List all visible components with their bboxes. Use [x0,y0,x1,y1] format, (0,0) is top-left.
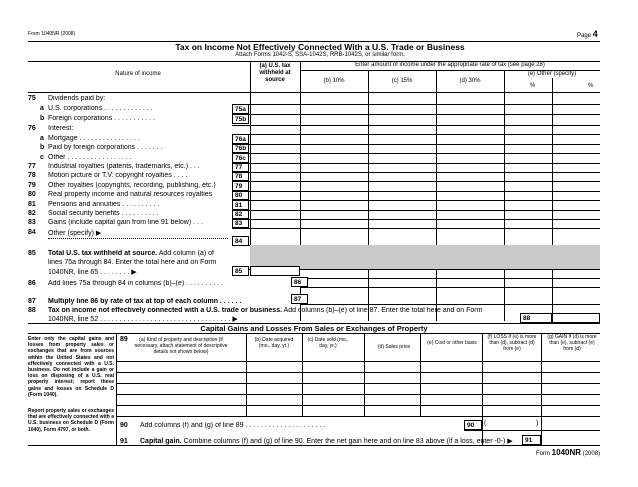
footer-form [536,448,600,457]
box-87: 87 [291,294,308,304]
page-label [577,31,598,40]
box-77: 77 [232,162,249,172]
line-84-num: 84 [28,229,36,236]
form-id: Form 1040NR (2008) [28,31,76,37]
box-79: 79 [232,181,249,191]
shaded-cells [250,245,600,269]
box-78: 78 [232,171,249,181]
line-86-num: 86 [28,280,36,287]
line-text: Pensions and annuities . . . . . . . . . . [48,201,160,208]
line-text: Other (specify) ▶ [48,230,102,237]
line-sub-label: b [40,115,45,122]
col-a-header: (a) Kind of property and description (if necessary, attach statement of descriptive details not shown below) [134,337,228,355]
line-78-num: 78 [28,172,36,179]
col-g-header: (g) GAIN If (d) is more than (e), subtract (e) from (d) [547,334,597,352]
box-91: 91 [522,435,541,445]
page-number: 4 [592,29,598,39]
box-88: 88 [520,313,552,323]
capital-side-note-2: Report property sales or exchanges that are effectively connected with a U.S. business on Schedule D (Form 1040), Form 4797, or both. [28,408,114,433]
header-col-a: (a) U.S. tax withheld at source [259,63,291,83]
box-81: 81 [232,200,249,210]
line-text: Foreign corporations . . . . . . . . . . . [48,115,155,122]
page-title: Tax on Income Not Effectively Connected With a U.S. Trade or Business [175,42,465,52]
line-79-num: 79 [28,182,36,189]
line-88-text [48,307,600,314]
pct-2: % [588,83,594,89]
line-90-text: Add columns (f) and (g) of line 89 . . . . . . . . . . . . . . . . . . . . . [140,422,326,429]
box-83: 83 [232,218,249,228]
line-91-bold: Capital gain. [140,438,182,445]
line-88-bold: Tax on income not effectively connected with a U.S. trade or business. [48,307,283,314]
line-text: Gains (include capital gain from line 91 below) . . . [48,219,203,226]
box-90: 90 [464,420,482,430]
box-75b: 75b [232,114,249,124]
line-82-num: 82 [28,210,36,217]
col-d-header: (d) Sales price [377,344,411,350]
line-sub-label: c [40,154,44,161]
line-91-rest: Combine columns (f) and (g) of line 90. Enter the net gain here and on line 83 above (if a loss, enter -0-) ▶ [181,438,513,445]
line-85-input[interactable] [250,266,300,276]
header-col-c: (c) 15% [391,78,413,84]
box-76b: 76b [232,143,249,153]
line-text: Motion picture or T.V. copyright royalties . . . . [48,172,188,179]
col-b-header: (b) Date acquired (mo., day, yr.) [254,337,294,349]
line-75-num: 75 [28,95,36,102]
box-75a: 75a [232,104,249,114]
line-text: Dividends paid by: [48,95,106,102]
box-86: 86 [291,277,308,287]
line-81-num: 81 [28,201,36,208]
line-text: Other royalties (copyrights, recording, publishing, etc.) [48,182,216,189]
col-f-header: (f) LOSS If (e) is more than (d), subtract (d) from (e) [487,334,537,352]
line-text: Mortgage . . . . . . . . . . . . . . . . [48,135,140,142]
line-text: Real property income and natural resources royalties [48,191,213,198]
paren-close: ) [536,420,539,427]
header-enter-amount: Enter amount of income under the appropriate rate of tax (see page 28) [355,62,545,68]
line-83-num: 83 [28,219,36,226]
line-85-num: 85 [28,250,36,257]
line-sub-label: a [40,135,44,142]
line-text: Paid by foreign corporations . . . . . . . [48,144,163,151]
capital-side-note-1: Enter only the capital gains and losses from property sales or exchanges that are from sources within the United States and not effectively connected with a U.S. business. Do not include a gain or loss on disposing of a U.S. real property interest; report these gains and losses on Schedule D (Form 1040). [28,336,114,398]
line-77-num: 77 [28,163,36,170]
line-91-num: 91 [120,438,128,445]
footer-year: (2008) [582,451,601,457]
capital-title: Capital Gains and Losses From Sales or Exchanges of Property [200,324,428,333]
line-85-text-2: lines 75a through 84. Enter the total here and on Form [48,259,217,266]
line-85-bold: Total U.S. tax withheld at source. [48,250,158,257]
header-col-b: (b) 10% [323,78,345,84]
line-87-text: Multiply line 86 by rate of tax at top of each column . . . . . . [48,298,242,305]
line-80-num: 80 [28,191,36,198]
footer-form-num: 1040NR [551,448,582,457]
box-85: 85 [232,266,249,276]
line-84-specify-line[interactable] [48,238,228,239]
line-88-input[interactable] [552,313,600,323]
page-label-text: Page [577,33,592,39]
line-sub-label: b [40,144,45,151]
header-col-e: (e) Other (specify) [527,71,577,77]
box-82: 82 [232,209,249,219]
line-89-num: 89 [120,336,128,343]
header-nature: Nature of income [115,71,161,77]
footer-form-word: Form [536,451,550,457]
line-85-text [48,250,214,257]
line-76-num: 76 [28,125,36,132]
line-text: Industrial royalties (patents, trademarks, etc.) . . . [48,163,200,170]
line-sub-label: a [40,105,44,112]
header-col-d: (d) 30% [459,78,481,84]
pct-1: % [530,83,536,89]
line-88-rest: Add columns (b)–(e) of line 87. Enter the total here and on Form [282,307,483,314]
paren-open: ( [484,420,487,427]
box-84: 84 [232,236,249,246]
box-76c: 76c [232,153,249,163]
line-88-num: 88 [28,307,36,314]
line-90-num: 90 [120,422,128,429]
line-text: Other . . . . . . . . . . . . . . . . . [48,154,132,161]
box-76a: 76a [232,134,249,144]
line-text: Social security benefits . . . . . . . . . . [48,210,159,217]
col-c-header: (c) Date sold (mo., day, yr.) [307,337,349,349]
page-subtitle: Attach Forms 1042-S, SSA-1042S, RRB-1042S, or similar form. [235,52,405,58]
line-87-num: 87 [28,298,36,305]
line-text: U.S. corporations . . . . . . . . . . . . . [48,105,153,112]
line-88-text-2: 1040NR, line 52 . . . . . . . . . . . . . . . . . . . . . . . . . . . . . . . . . . ▶ [48,316,238,323]
line-text: Interest: [48,125,74,132]
line-86-text: Add lines 75a through 84 in columns (b)–(e) . . . . . . . . . . [48,280,224,287]
line-85-text-3: 1040NR, line 65 . . . . . . . . ▶ [48,269,137,276]
col-e-header: (e) Cost or other basis [427,340,477,346]
line-85-rest: Add column (a) of [157,250,214,257]
box-80: 80 [232,190,249,200]
